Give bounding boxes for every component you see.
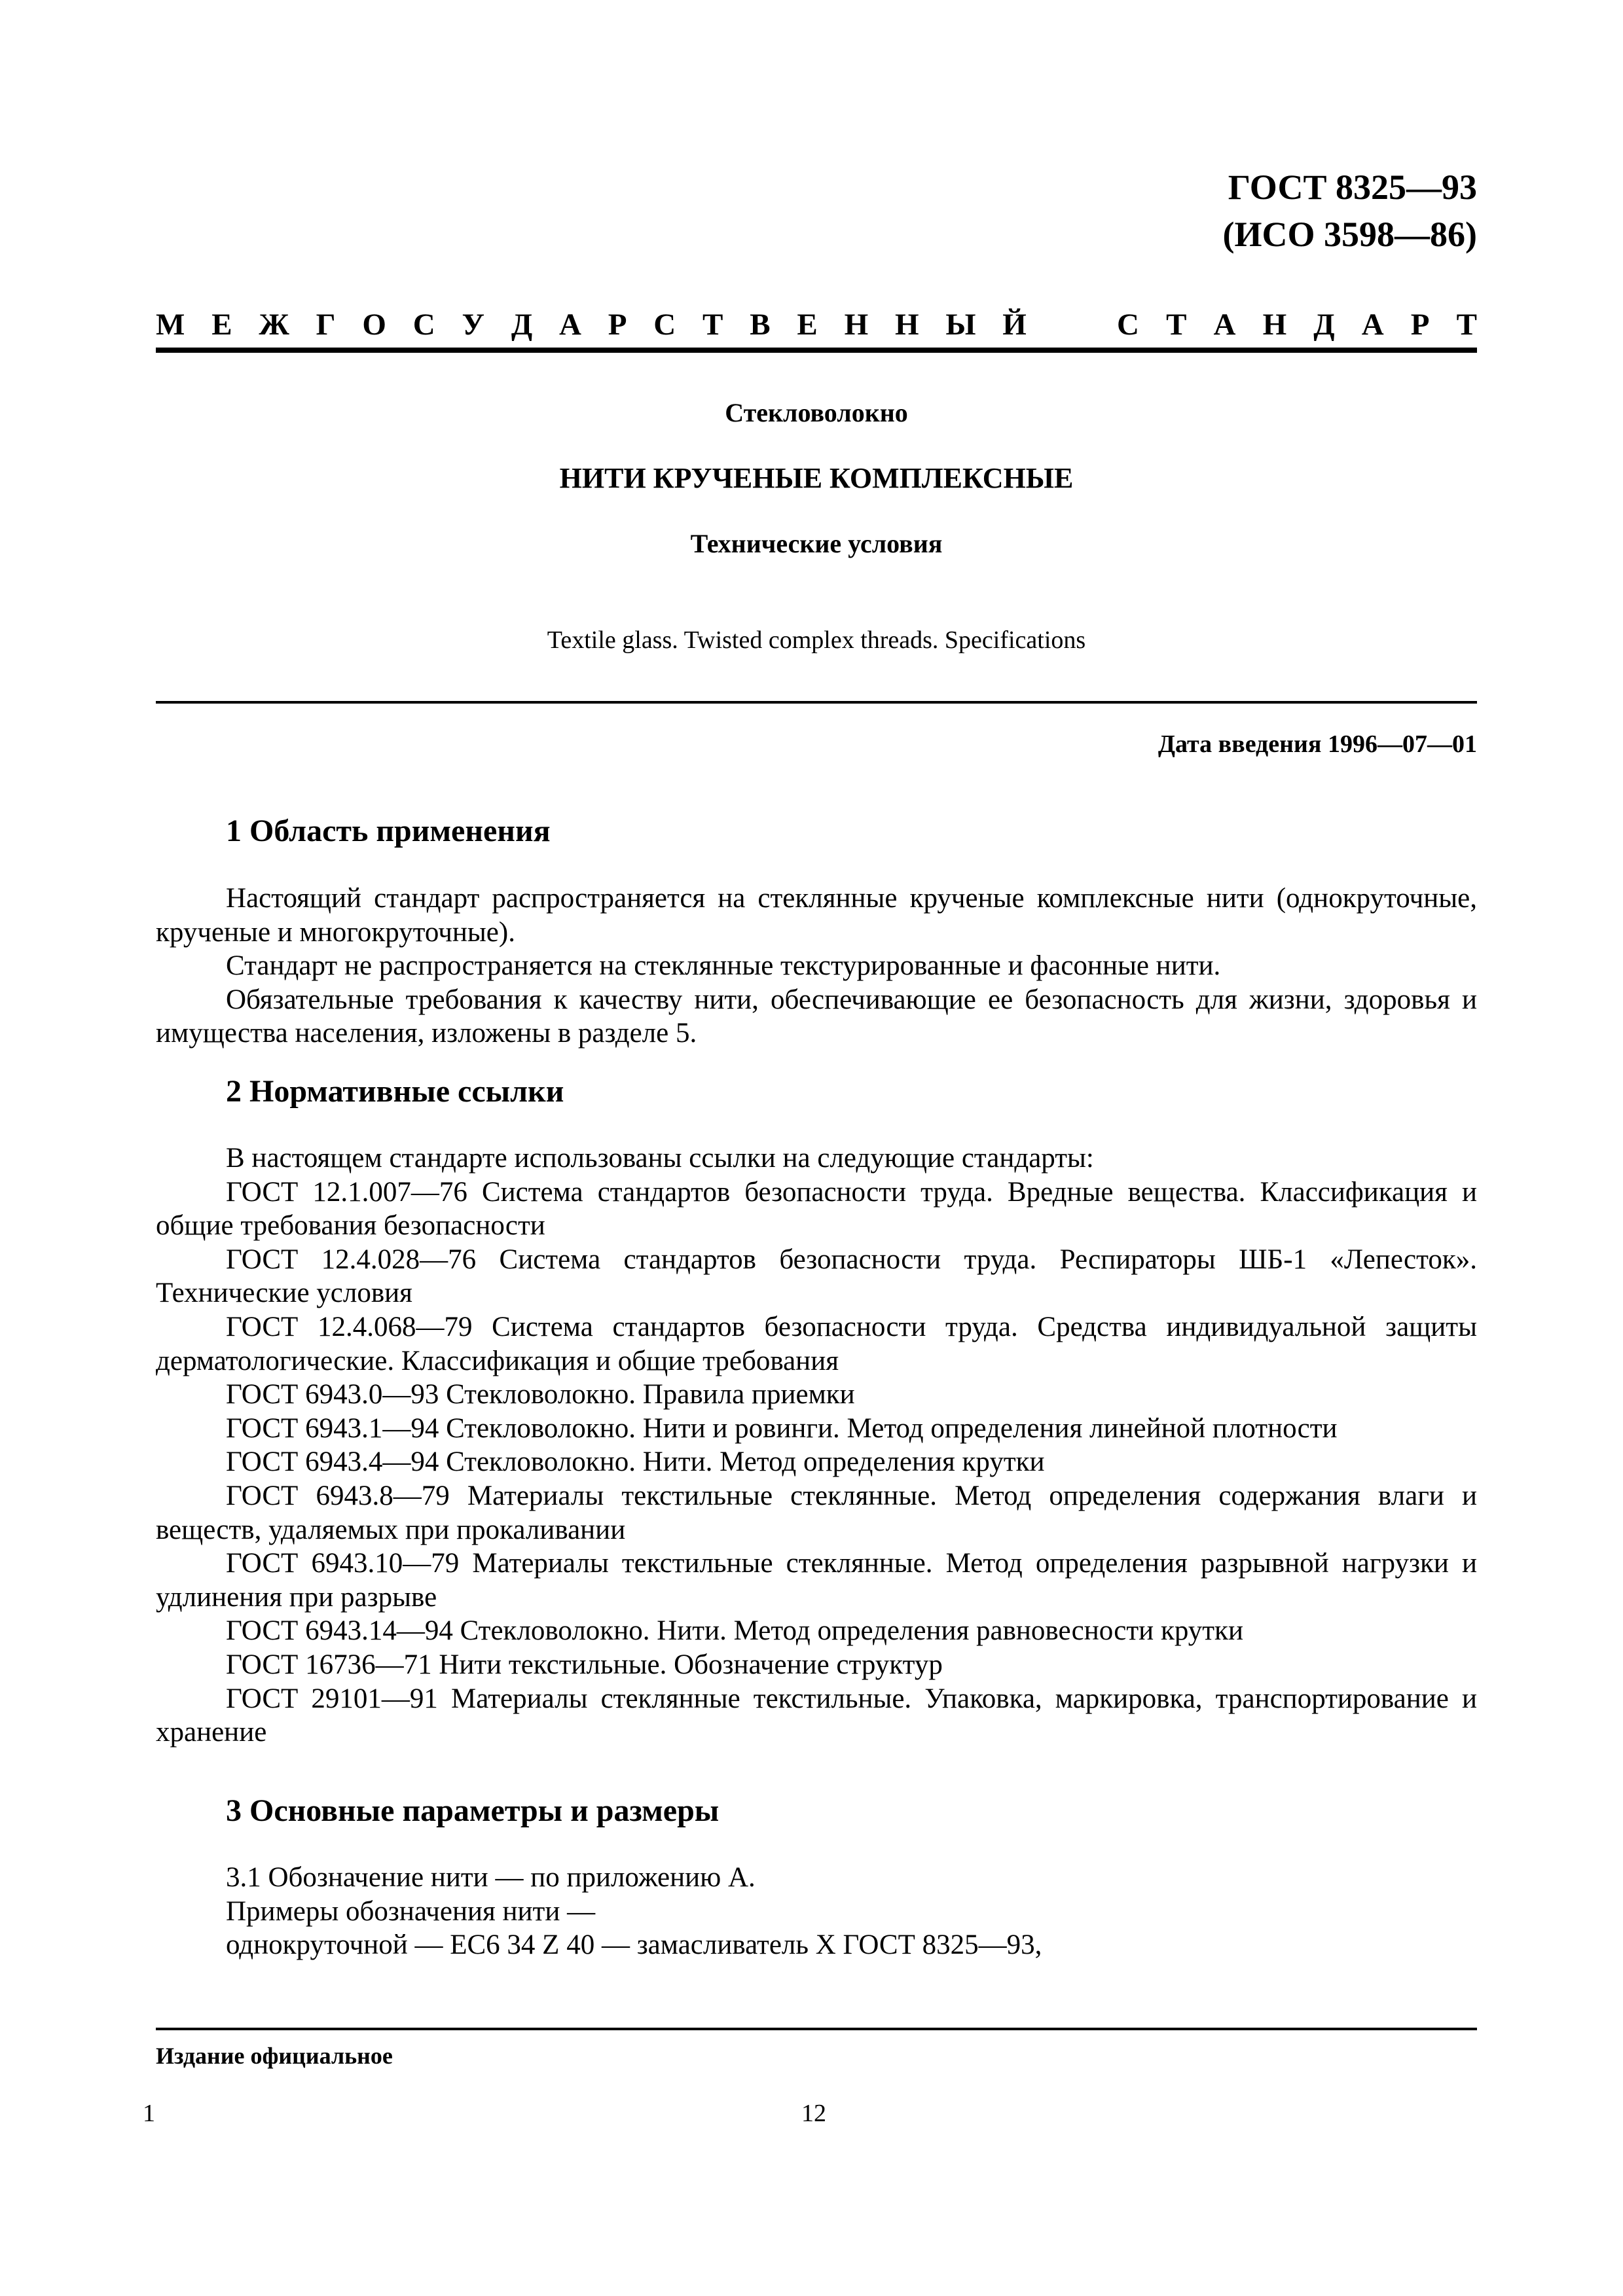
left-number: 1 <box>143 2100 155 2127</box>
reference-item: ГОСТ 29101—91 Материалы стеклянные текстильные. Упаковка, маркировка, транспортирование и хранение <box>156 1683 1477 1748</box>
banner-letter: Н <box>894 308 919 342</box>
reference-item: ГОСТ 6943.10—79 Материалы текстильные стеклянные. Метод определения разрывной нагрузки и удлинения при разрыве <box>156 1548 1477 1613</box>
reference-item: ГОСТ 6943.0—93 Стекловолокно. Правила приемки <box>226 1379 855 1410</box>
reference-item: ГОСТ 12.4.068—79 Система стандартов безопасности труда. Средства индивидуальной защиты дерматологические. Классификация и общие требования <box>156 1311 1477 1376</box>
banner-letter: Ы <box>945 308 976 342</box>
banner-letter: Д <box>1313 308 1335 342</box>
banner-letter: Н <box>844 308 869 342</box>
banner-letter: У <box>462 308 485 342</box>
introduction-date: Дата введения 1996—07—01 <box>1158 730 1477 758</box>
paragraph: 3.1 Обозначение нити — по приложению А. <box>226 1862 756 1893</box>
title-group: Стекловолокно <box>725 398 908 427</box>
section-body <box>156 1141 1477 1749</box>
page-number: 12 <box>801 2100 826 2127</box>
banner-letter: Ж <box>259 308 289 342</box>
banner-letter: Е <box>797 308 818 342</box>
banner-letter: С <box>1117 308 1139 342</box>
iso-number: (ИСО 3598—86) <box>1222 215 1477 254</box>
banner-letter: Р <box>608 308 627 342</box>
section-heading: 1 Область применения <box>226 814 551 848</box>
paragraph: однокруточной — ЕС6 34 Z 40 — замасливатель Х ГОСТ 8325—93, <box>226 1929 1042 1961</box>
banner-letter: Е <box>211 308 232 342</box>
title-sub: Технические условия <box>690 529 943 558</box>
title-rule <box>156 701 1477 704</box>
banner-letter: Т <box>1166 308 1187 342</box>
paragraph: Примеры обозначения нити — <box>226 1895 596 1927</box>
reference-item: ГОСТ 12.4.028—76 Система стандартов безопасности труда. Респираторы ШБ-1 «Лепесток». Технические условия <box>156 1244 1477 1309</box>
interstate-standard-banner <box>156 306 1477 343</box>
banner-letter: В <box>750 308 771 342</box>
banner-letter: С <box>653 308 676 342</box>
paragraph: Настоящий стандарт распространяется на стеклянные крученые комплексные нити (однокруточные, крученые и многокруточные). <box>156 883 1477 948</box>
banner-word-standard <box>1117 306 1477 343</box>
paragraph: Стандарт не распространяется на стеклянные текстурированные и фасонные нити. <box>226 950 1221 982</box>
reference-item: ГОСТ 6943.1—94 Стекловолокно. Нити и ровинги. Метод определения линейной плотности <box>226 1412 1338 1444</box>
title-main: НИТИ КРУЧЕНЫЕ КОМПЛЕКСНЫЕ <box>559 462 1074 494</box>
official-edition-label: Издание официальное <box>156 2043 393 2069</box>
section-body <box>156 1861 1477 1962</box>
paragraph: В настоящем стандарте использованы ссылки на следующие стандарты: <box>226 1143 1094 1174</box>
banner-letter: Н <box>1262 308 1287 342</box>
banner-word-interstate <box>156 306 1027 343</box>
reference-item: ГОСТ 6943.4—94 Стекловолокно. Нити. Метод определения крутки <box>226 1446 1045 1478</box>
banner-rule <box>156 348 1477 353</box>
document-designation <box>1223 164 1477 258</box>
footer-rule <box>156 2028 1477 2030</box>
banner-letter: Д <box>511 308 533 342</box>
banner-letter: А <box>1213 308 1236 342</box>
banner-letter: О <box>362 308 386 342</box>
banner-letter: Й <box>1002 308 1027 342</box>
reference-item: ГОСТ 6943.8—79 Материалы текстильные стеклянные. Метод определения содержания влаги и веществ, удаляемых при прокаливании <box>156 1480 1477 1545</box>
banner-letter: Т <box>702 308 723 342</box>
paragraph: Обязательные требования к качеству нити, обеспечивающие ее безопасность для жизни, здоровья и имущества населения, изложены в разделе 5. <box>156 984 1477 1049</box>
reference-item: ГОСТ 12.1.007—76 Система стандартов безопасности труда. Вредные вещества. Классификация и общие требования безопасности <box>156 1176 1477 1242</box>
title-english: Textile glass. Twisted complex threads. Specifications <box>547 626 1086 654</box>
banner-letter: С <box>412 308 435 342</box>
banner-letter: М <box>156 308 185 342</box>
banner-letter: Г <box>316 308 336 342</box>
gost-number: ГОСТ 8325—93 <box>1228 168 1477 207</box>
reference-item: ГОСТ 16736—71 Нити текстильные. Обозначение структур <box>226 1649 943 1680</box>
reference-item: ГОСТ 6943.14—94 Стекловолокно. Нити. Метод определения равновесности крутки <box>226 1615 1243 1647</box>
section-heading: 2 Нормативные ссылки <box>226 1074 564 1109</box>
banner-letter: Т <box>1456 308 1477 342</box>
section-heading: 3 Основные параметры и размеры <box>226 1793 720 1828</box>
banner-letter: А <box>558 308 581 342</box>
section-body <box>156 882 1477 1050</box>
banner-letter: Р <box>1410 308 1430 342</box>
banner-letter: А <box>1361 308 1384 342</box>
